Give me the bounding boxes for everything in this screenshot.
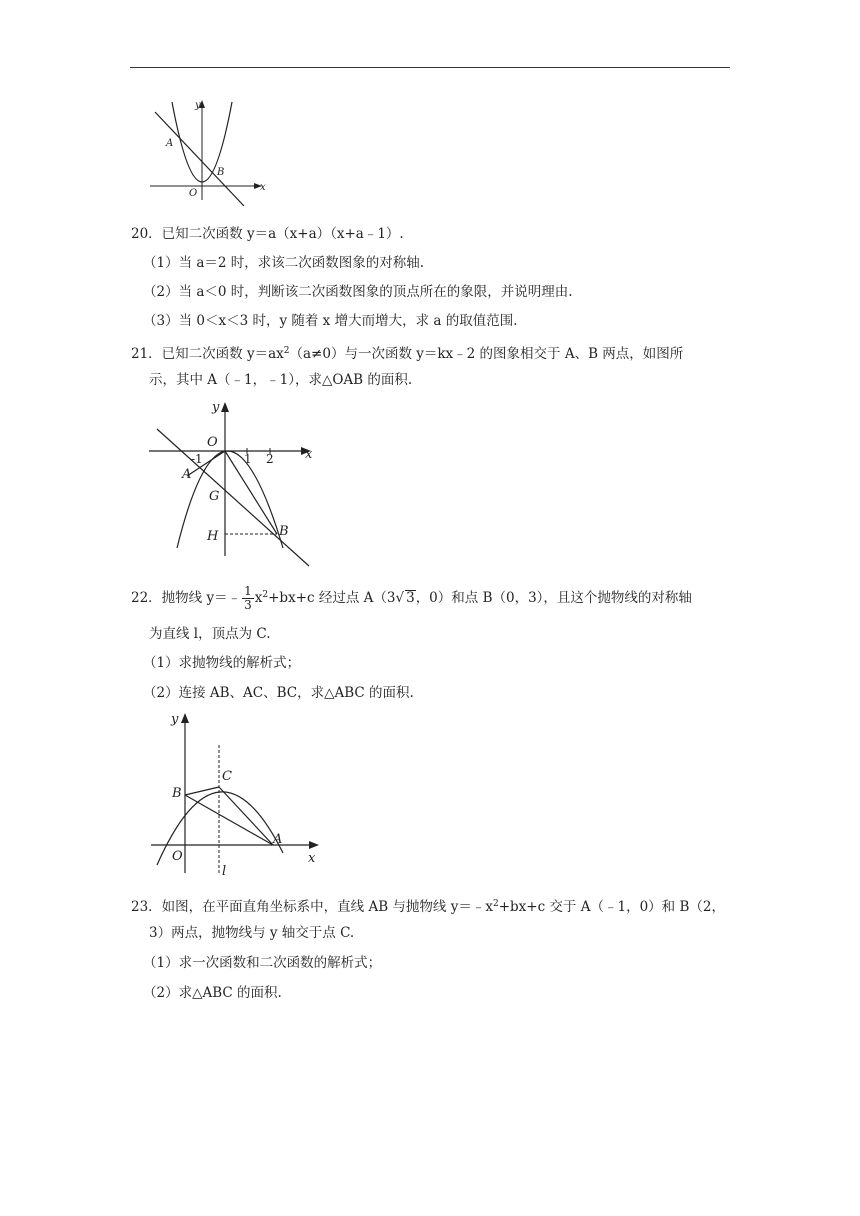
q23-stem-part-a: 23．如图，在平面直角坐标系中，直线 AB 与抛物线 y＝﹣x [131,899,493,915]
q22-stem-line2: 为直线 l，顶点为 C. [149,626,271,642]
q23-part2: （2）求△ABC 的面积. [143,985,282,1001]
figure-q19-graph [140,96,270,206]
header-rule [130,67,730,68]
fig3-label-y: y [171,712,179,727]
q22-stem-part-a: 22．抛物线 y＝﹣ [131,590,242,606]
fig3-label-l: l [222,864,227,879]
fig1-label-B: B [217,167,225,178]
fig3-label-O: O [172,849,183,864]
fig3-label-C: C [222,769,232,784]
q20-part2: （2）当 a＜0 时，判断该二次函数图象的顶点所在的象限，并说明理由. [143,284,573,300]
figure-q22-graph [145,705,325,880]
q22-stem-part-c: +bx+c 经过点 A（3 [268,590,396,606]
fig2-tick-1: 1 [244,452,252,466]
fig3-label-A: A [273,832,283,847]
fig2-label-H: H [207,529,219,544]
q22-fraction-den: 3 [244,598,252,612]
q23-exponent: 2 [492,899,499,909]
fig2-tick-minus1: -1 [191,452,203,466]
q21-stem-line2: 示，其中 A（﹣1，﹣1），求△OAB 的面积. [149,372,413,388]
q22-part1: （1）求抛物线的解析式； [143,655,301,671]
fig3-label-x: x [308,851,316,866]
fig2-label-x: x [305,447,313,462]
q22-fraction-num: 1 [244,584,252,598]
q22-stem-part-d: ，0）和点 B（0，3），且这个抛物线的对称轴 [415,590,692,606]
q21-stem-line1 [131,341,683,364]
fig1-label-O: O [189,188,198,199]
fig2-tick-2: 2 [266,452,274,466]
q22-sqrt-radicand: 3 [406,590,415,606]
fig2-label-O: O [207,435,218,450]
q23-stem-part-b: +bx+c 交于 A（﹣1，0）和 B（2， [498,899,725,915]
fig1-label-x: x [260,182,266,193]
q21-exponent: 2 [283,346,290,356]
q23-part1: （1）求一次函数和二次函数的解析式； [143,955,382,971]
fig3-label-B: B [172,786,182,801]
q22-exponent: 2 [262,590,269,600]
q22-stem-line1 [131,583,692,612]
q22-stem-part-b: x [254,590,263,606]
q20-part1: （1）当 a＝2 时，求该二次函数图象的对称轴. [143,255,425,271]
fig2-label-B: B [279,524,289,539]
figure-q21-graph [145,396,325,571]
fig1-label-y: y [195,100,201,111]
q22-part2: （2）连接 AB、AC、BC，求△ABC 的面积. [143,685,414,701]
fig2-label-A: A [182,467,192,482]
q21-stem-part-a: 21．已知二次函数 y＝ax [131,346,284,362]
q22-fraction [242,585,254,612]
q23-stem-line2: 3）两点，抛物线与 y 轴交于点 C. [149,925,355,941]
q20-part3: （3）当 0＜x＜3 时，y 随着 x 增大而增大，求 a 的取值范围. [143,313,518,329]
q21-stem-part-b: （a≠0）与一次函数 y＝kx﹣2 的图象相交于 A、B 两点，如图所 [289,346,684,362]
fig2-label-G: G [209,489,220,504]
fig1-label-A: A [166,138,174,149]
q22-sqrt-sign: √ [395,590,405,606]
fig2-label-y: y [212,400,220,415]
q20-stem: 20．已知二次函数 y＝a（x+a）（x+a﹣1）. [131,226,404,242]
q23-stem-line1 [131,894,725,917]
